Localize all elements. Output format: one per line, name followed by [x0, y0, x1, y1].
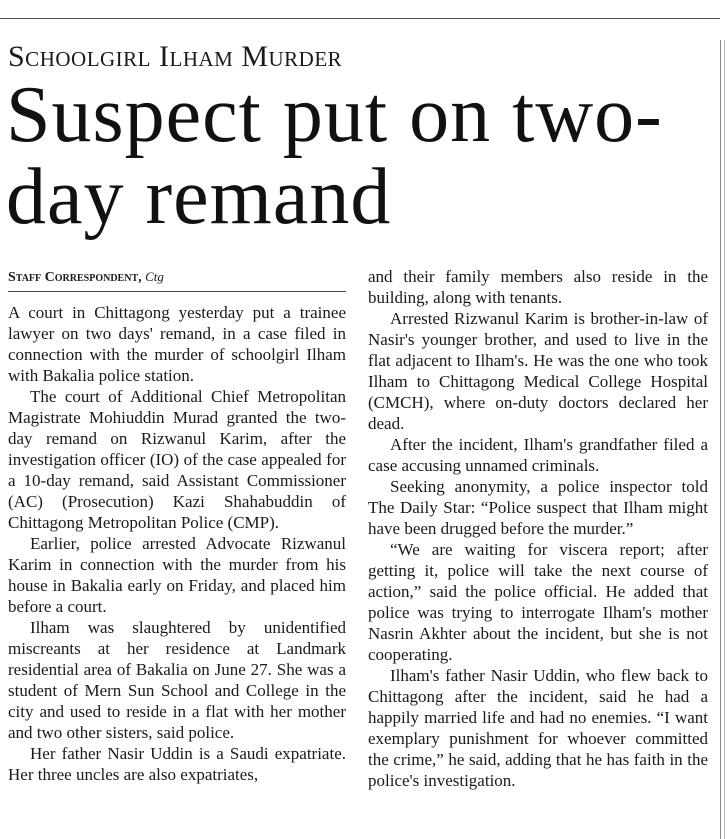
byline-author: Staff Correspondent, [8, 270, 142, 285]
paragraph: Ilham's father Nasir Uddin, who flew back to Chittagong after the incident, said he had a happily married life and had no enemies. “I want exemplary punishment for whoever committed the crime,” he said, adding that he has faith in the police's investigation. [368, 666, 708, 790]
paragraph: Earlier, police arrested Advocate Rizwanul Karim in connection with the murder from his house in Bakalia early on Friday, and placed him before a court. [8, 534, 346, 616]
paragraph: The court of Additional Chief Metropolitan Magistrate Mohiuddin Murad granted the two-day remand on Rizwanul Karim, after the investigation officer (IO) of the case appealed for a 10-day remand, said Assistant Commissioner (AC) (Prosecution) Kazi Shahabuddin of Chittagong Metropolitan Police (CMP). [8, 387, 346, 532]
article-column-2 [368, 266, 708, 791]
top-rule [0, 18, 720, 19]
column-divider-right [720, 40, 721, 839]
paragraph: Ilham was slaughtered by unidentified miscreants at her residence at Landmark residential area of Bakalia on June 27. She was a student of Mern Sun School and College in the city and used to reside in a flat with her mother and two other sisters, said police. [8, 618, 346, 742]
paragraph: Seeking anonymity, a police inspector told The Daily Star: “Police suspect that Ilham might have been drugged before the murder.” [368, 477, 708, 538]
paragraph: Her father Nasir Uddin is a Saudi expatriate. Her three uncles are also expatriates, [8, 744, 346, 784]
article-kicker: Schoolgirl Ilham Murder [8, 40, 343, 73]
paragraph: After the incident, Ilham's grandfather filed a case accusing unnamed criminals. [368, 435, 708, 475]
byline-location: Ctg [145, 269, 164, 284]
byline-rule [8, 291, 346, 292]
paragraph: Arrested Rizwanul Karim is brother-in-law of Nasir's younger brother, and used to live in the flat adjacent to Ilham's. He was the one who took Ilham to Chittagong Medical College Hospital (CMCH), where on-duty doctors declared her dead. [368, 309, 708, 433]
page-edge [724, 40, 725, 839]
byline [8, 268, 348, 287]
article-column-1 [8, 302, 346, 785]
paragraph: “We are waiting for viscera report; after getting it, police will take the next course of action,” said the police official. He added that police was trying to interrogate Ilham's mother Nasrin Akhter about the incident, but she is not cooperating. [368, 540, 708, 664]
paragraph: and their family members also reside in the building, along with tenants. [368, 267, 708, 307]
paragraph: A court in Chittagong yesterday put a trainee lawyer on two days' remand, in a case filed in connection with the murder of schoolgirl Ilham with Bakalia police station. [8, 303, 346, 385]
article-headline: Suspect put on two-day remand [6, 71, 663, 241]
